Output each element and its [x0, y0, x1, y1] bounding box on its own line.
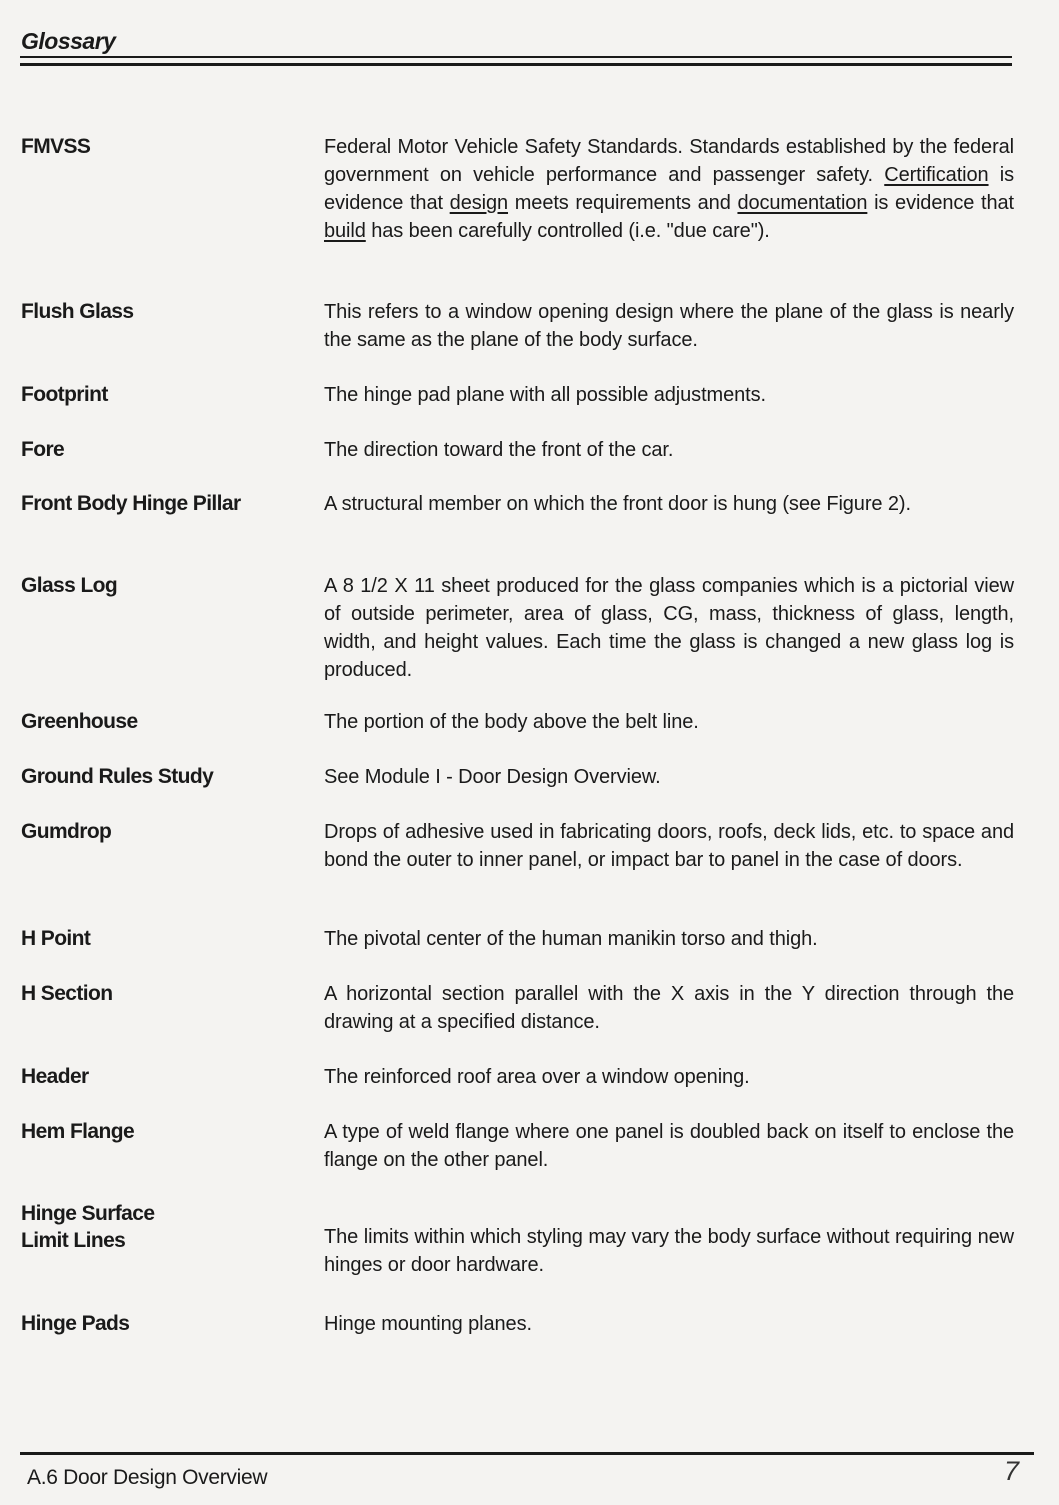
underlined-term: documentation — [737, 192, 868, 214]
underlined-term: Certification — [884, 164, 989, 186]
glossary-term: Hem Flange — [21, 1120, 135, 1143]
definition-text: The limits within which styling may vary the body surface without requiring new hinges or door hardware. — [324, 1226, 1014, 1276]
definition-text: The portion of the body above the belt line. — [324, 711, 699, 733]
definition-text: has been carefully controlled (i.e. "due care"). — [365, 220, 770, 242]
glossary-definition — [324, 490, 1014, 518]
glossary-term: Front Body Hinge Pillar — [21, 492, 241, 515]
glossary-term: Hinge Surface Limit Lines — [21, 1202, 155, 1252]
definition-text: A type of weld flange where one panel is doubled back on itself to enclose the flange on the other panel. — [324, 1121, 1014, 1171]
glossary-definition — [324, 1063, 1014, 1091]
definition-text: The hinge pad plane with all possible adjustments. — [324, 384, 766, 406]
definition-text: The direction toward the front of the car. — [324, 439, 674, 461]
definition-text: Federal Motor Vehicle Safety Standards. Standards established by the federal government on vehicle performance and passenger safety. — [324, 136, 1014, 186]
page-title: Glossary — [21, 28, 116, 54]
glossary-definition — [324, 925, 1014, 953]
glossary-term: Footprint — [21, 383, 108, 406]
glossary-term: Flush Glass — [21, 300, 134, 323]
definition-text: is evidence that — [867, 192, 1014, 214]
glossary-definition — [324, 763, 1014, 791]
glossary-definition — [324, 436, 1014, 464]
underlined-term: build — [324, 220, 366, 242]
definition-text: meets requirements and — [508, 192, 738, 214]
glossary-definition — [324, 572, 1014, 684]
glossary-term: H Point — [21, 927, 91, 950]
definition-text: is evidence that — [324, 164, 1015, 214]
definition-text: The reinforced roof area over a window opening. — [324, 1066, 750, 1088]
glossary-definition — [324, 818, 1014, 874]
glossary-definition — [324, 1310, 1014, 1338]
glossary-term: Ground Rules Study — [21, 765, 214, 788]
glossary-term: Hinge Pads — [21, 1312, 130, 1335]
glossary-definition — [324, 298, 1014, 354]
definition-text: A horizontal section parallel with the X axis in the Y direction through the drawing at a specified distance. — [324, 983, 1014, 1033]
definition-text: Hinge mounting planes. — [324, 1313, 532, 1335]
glossary-term: Glass Log — [21, 574, 118, 597]
underlined-term: design — [449, 192, 509, 214]
definition-text: See Module I - Door Design Overview. — [324, 766, 661, 788]
glossary-term: Fore — [21, 438, 65, 461]
footer-section-label: A.6 Door Design Overview — [27, 1466, 268, 1489]
definition-text: The pivotal center of the human manikin torso and thigh. — [324, 928, 818, 950]
glossary-definition — [324, 1118, 1014, 1174]
glossary-term: Gumdrop — [21, 820, 112, 843]
footer-rule — [20, 1452, 1034, 1455]
definition-text: This refers to a window opening design where the plane of the glass is nearly the same as the plane of the body surface. — [324, 301, 1014, 351]
glossary-definition — [324, 980, 1014, 1036]
glossary-definition — [324, 708, 1014, 736]
definition-text: Drops of adhesive used in fabricating doors, roofs, deck lids, etc. to space and bond the outer to inner panel, or impact bar to panel in the case of doors. — [324, 821, 1014, 871]
definition-text: A structural member on which the front door is hung (see Figure 2). — [324, 493, 911, 515]
glossary-term: FMVSS — [21, 135, 91, 158]
page-number: 7 — [1004, 1456, 1020, 1486]
glossary-definition — [324, 1223, 1014, 1279]
glossary-term: Header — [21, 1065, 89, 1088]
glossary-term: H Section — [21, 982, 113, 1005]
glossary-definition — [324, 381, 1014, 409]
definition-text: A 8 1/2 X 11 sheet produced for the glass companies which is a pictorial view of outside perimeter, area of glass, CG, mass, thickness of glass, length, width, and height values. Each time the glass is changed a new glass log is produced. — [324, 575, 1014, 681]
glossary-term: Greenhouse — [21, 710, 138, 733]
glossary-definition — [324, 133, 1014, 245]
header-rule-top — [20, 56, 1012, 58]
header-rule-bottom — [20, 63, 1012, 66]
